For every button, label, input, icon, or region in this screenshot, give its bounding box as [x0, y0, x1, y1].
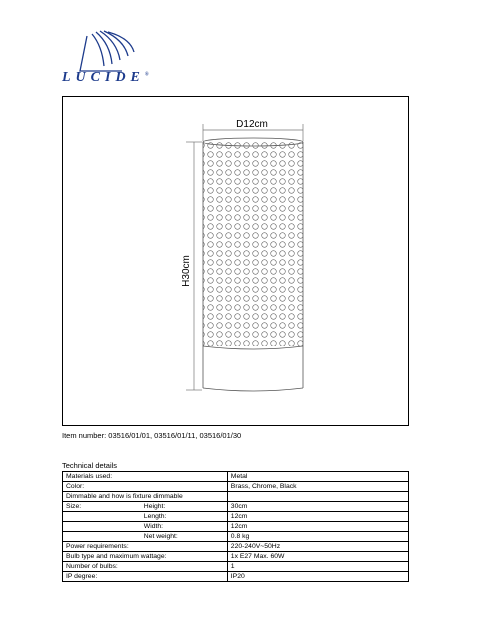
- row-sublabel: Width:: [141, 522, 228, 532]
- row-label: Bulb type and maximum wattage:: [63, 552, 228, 562]
- table-row: [63, 482, 409, 492]
- row-value: 12cm: [227, 522, 408, 532]
- row-sublabel: Length:: [141, 512, 228, 522]
- row-label: [63, 522, 141, 532]
- technical-details-table: [62, 471, 409, 582]
- row-label: Power requirements:: [63, 542, 228, 552]
- row-sublabel: Net weight:: [141, 532, 228, 542]
- row-label: [63, 512, 141, 522]
- item-number: Item number: 03516/01/01, 03516/01/11, 03516/01/30: [62, 431, 242, 440]
- cylinder-base: [203, 388, 303, 391]
- product-drawing: [62, 96, 409, 426]
- row-sublabel: Height:: [141, 502, 228, 512]
- row-label: [63, 532, 141, 542]
- row-value: 30cm: [227, 502, 408, 512]
- perforated-shade: [203, 142, 303, 346]
- table-row: [63, 542, 409, 552]
- table-row: [63, 492, 409, 502]
- table-row: [63, 572, 409, 582]
- row-value: 1x E27 Max. 60W: [227, 552, 408, 562]
- row-label: IP degree:: [63, 572, 228, 582]
- row-value: 0.8 kg: [227, 532, 408, 542]
- table-row: [63, 472, 409, 482]
- row-label: Number of bulbs:: [63, 562, 228, 572]
- table-row: [63, 562, 409, 572]
- table-row: [63, 552, 409, 562]
- row-label: Dimmable and how is fixture dimmable: [63, 492, 228, 502]
- row-label: Color:: [63, 482, 228, 492]
- row-value: IP20: [227, 572, 408, 582]
- row-label: Materials used:: [63, 472, 228, 482]
- technical-details-title: Technical details: [62, 461, 118, 470]
- row-value: [227, 492, 408, 502]
- height-label: H30cm: [181, 255, 192, 287]
- table-row: [63, 532, 409, 542]
- row-value: Metal: [227, 472, 408, 482]
- row-value: 12cm: [227, 512, 408, 522]
- row-value: 220-240V~50Hz: [227, 542, 408, 552]
- brand-wordmark: LUCIDE®: [62, 70, 149, 85]
- row-value: Brass, Chrome, Black: [227, 482, 408, 492]
- diameter-label: D12cm: [236, 119, 268, 130]
- table-row: [63, 522, 409, 532]
- table-row: [63, 502, 409, 512]
- row-value: 1: [227, 562, 408, 572]
- table-row: [63, 512, 409, 522]
- row-label: Size:: [63, 502, 141, 512]
